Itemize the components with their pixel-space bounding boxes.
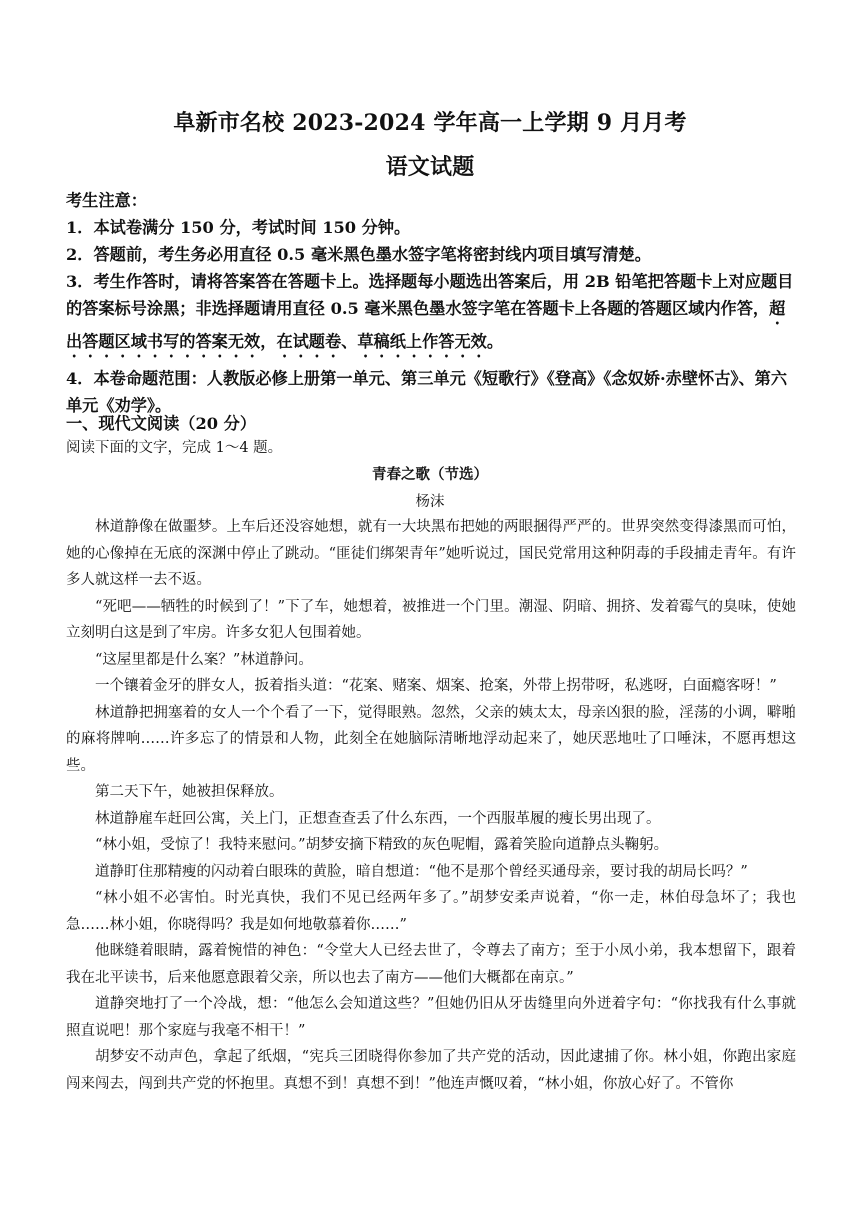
notice-item-3: [66, 268, 796, 361]
article-title: 青春之歌（节选）: [372, 466, 488, 483]
section-instruction: 阅读下面的文字，完成 1～4 题。: [66, 440, 283, 456]
article-paragraph: 胡梦安不动声色，拿起了纸烟，“宪兵三团晓得你参加了共产党的活动，因此逮捕了你。林小姐，你跑出家庭闯来闯去，闯到共产党的怀抱里。真想不到！真想不到！”他连声慨叹着，“林小姐，你放心好了。不管你: [66, 1049, 796, 1092]
article-paragraph: 他眯缝着眼睛，露着惋惜的神色：“令堂大人已经去世了，令尊去了南方；至于小凤小弟，我本想留下，跟着我在北平读书，后来他愿意跟着父亲，所以也去了南方——他们大概都在南京。”: [66, 943, 796, 986]
notice-item-3-emphasis-1: 超出答题区域书写的答案无效: [66, 299, 786, 351]
article-paragraph: “林小姐不必害怕。时光真快，我们不见已经两年多了。”胡梦安柔声说着，“你一走，林伯母急坏了；我也急……林小姐，你晓得吗？我是如何地敬慕着你……”: [66, 890, 796, 933]
article-paragraph: “死吧——牺牲的时候到了！”下了车，她想着，被推进一个门里。潮湿、阴暗、拥挤、发着霉气的臭味，使她立刻明白这是到了牢房。许多女犯人包围着她。: [66, 598, 796, 641]
notice-item-3-main: 3．考生作答时，请将答案答在答题卡上。选择题每小题选出答案后，用 2B 铅笔把答题卡上对应题目的答案标号涂黑；非选择题请用直径 0.5 毫米黑色墨水签字笔在答题卡上各题的答题区域内作答，: [66, 272, 794, 318]
notice-heading: 考生注意：: [66, 191, 147, 210]
exam-title: 阜新市名校 2023-2024 学年高一上学期 9 月月考: [173, 110, 687, 136]
candidate-notice: [66, 187, 796, 419]
article-paragraph: 林道静像在做噩梦。上车后还没容她想，就有一大块黑布把她的两眼捆得严严的。世界突然变得漆黑而可怕，她的心像掉在无底的深渊中停止了跳动。“匪徒们绑架青年”她听说过，国民党常用这种阴毒的手段捕走青年。有许多人就这样一去不返。: [66, 519, 796, 588]
article-body: [66, 514, 796, 1097]
notice-item-3-emphasis-2: 在试题卷、草稿纸上作答无效: [276, 332, 487, 351]
notice-item-1: 1．本试卷满分 150 分，考试时间 150 分钟。: [66, 218, 411, 237]
article-paragraph: 道静突地打了一个冷战，想：“他怎么会知道这些？”但她仍旧从牙齿缝里向外迸着字句：“你找我有什么事就照直说吧！那个家庭与我毫不相干！”: [66, 996, 796, 1039]
exam-subject-title: 语文试题: [385, 154, 475, 180]
notice-item-3-comma: ，: [260, 332, 277, 351]
article-paragraph: 林道静把拥塞着的女人一个个看了一下，觉得眼熟。忽然，父亲的姨太太，母亲凶狠的脸，淫荡的小调，噼啪的麻将牌响……许多忘了的情景和人物，此刻全在她脑际清晰地浮动起来了，她厌恶地吐了口唾沫，不愿再想这些。: [66, 704, 796, 774]
article-paragraph: 道静盯住那精瘦的闪动着白眼珠的黄脸，暗自想道：“他不是那个曾经买通母亲，要讨我的胡局长吗？”: [95, 863, 748, 880]
article-author: 杨沫: [415, 494, 445, 510]
article-paragraph: 第二天下午，她被担保释放。: [95, 784, 284, 800]
notice-item-4: 4．本卷命题范围：人教版必修上册第一单元、第三单元《短歌行》《登高》《念奴娇·赤壁怀古》、第六单元《劝学》。: [66, 369, 788, 415]
article-paragraph: 林道静雇车赶回公寓，关上门，正想查查丢了什么东西，一个西服革履的瘦长男出现了。: [95, 810, 661, 827]
notice-item-3-end: 。: [486, 332, 504, 351]
article-paragraph: “林小姐，受惊了！我特来慰问。”胡梦安摘下精致的灰色呢帽，露着笑脸向道静点头鞠躬。: [95, 837, 669, 853]
article-paragraph: 一个镶着金牙的胖女人，扳着指头道：“花案、赌案、烟案、抢案，外带上拐带呀，私逃呀，白面瘾客呀！”: [95, 678, 777, 694]
section-heading: 一、现代文阅读（20 分）: [66, 414, 257, 433]
article-paragraph: “这屋里都是什么案？”林道静问。: [95, 651, 313, 668]
notice-item-2: 2．答题前，考生务必用直径 0.5 毫米黑色墨水签字笔将密封线内项目填写清楚。: [66, 245, 651, 264]
